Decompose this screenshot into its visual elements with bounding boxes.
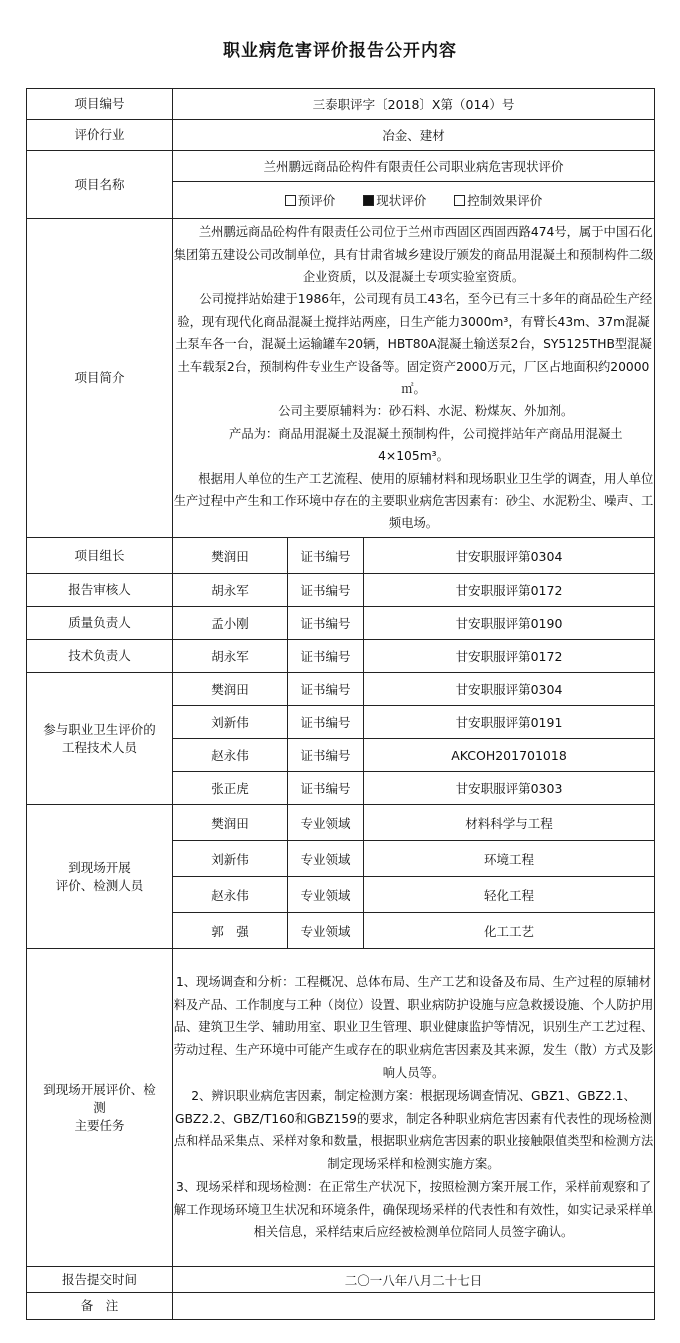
onsite-name: 赵永伟: [173, 877, 288, 913]
option-status-eval: 现状评价: [363, 193, 426, 208]
engineer-field: 证书编号: [288, 706, 364, 739]
table-row: [27, 805, 655, 841]
leader-name: 樊润田: [173, 538, 288, 574]
quality-name: 孟小刚: [173, 607, 288, 640]
project-no-value: 三泰职评字〔2018〕X第（014）号: [173, 89, 655, 120]
onsite-label: 到现场开展 评价、检测人员: [27, 805, 173, 949]
remark-label: 备 注: [27, 1293, 173, 1320]
option-control-eval: 控制效果评价: [454, 193, 542, 208]
disclosure-table: [26, 88, 655, 1320]
technical-field: 证书编号: [288, 640, 364, 673]
intro-text: [173, 219, 655, 538]
quality-label: 质量负责人: [27, 607, 173, 640]
row-remark: [27, 1293, 655, 1320]
row-project-no: [27, 89, 655, 120]
project-name-label: 项目名称: [27, 151, 173, 219]
onsite-specialty: 轻化工程: [364, 877, 655, 913]
engineer-name: 樊润田: [173, 673, 288, 706]
eval-type-options: [173, 182, 655, 219]
intro-paragraph: 兰州鹏远商品砼构件有限责任公司位于兰州市西固区西固西路474号，属于中国石化集团第五建设公司改制单位，具有甘肃省城乡建设厅颁发的商品用混凝土和预制构件二级企业资质，以及混凝土专项实验室资质。: [173, 225, 654, 284]
onsite-field: 专业领域: [288, 913, 364, 949]
engineer-cert: 甘安职服评第0191: [364, 706, 655, 739]
onsite-name: 郭 强: [173, 913, 288, 949]
row-intro: [27, 219, 655, 538]
row-submit: [27, 1267, 655, 1293]
engineer-cert: AKCOH201701018: [364, 739, 655, 772]
checkbox-empty-icon: [285, 195, 296, 206]
submit-value: 二〇一八年八月二十七日: [173, 1267, 655, 1293]
row-quality: [27, 607, 655, 640]
intro-paragraph: 根据用人单位的生产工艺流程、使用的原辅材料和现场职业卫生学的调查，用人单位生产过程中产生和工作环境中存在的主要职业病危害因素有：砂尘、水泥粉尘、噪声、工频电场。: [173, 471, 654, 531]
leader-cert: 甘安职服评第0304: [364, 538, 655, 574]
engineer-name: 刘新伟: [173, 706, 288, 739]
project-no-label: 项目编号: [27, 89, 173, 120]
engineers-label: 参与职业卫生评价的 工程技术人员: [27, 673, 173, 805]
onsite-name: 刘新伟: [173, 841, 288, 877]
leader-field: 证书编号: [288, 538, 364, 574]
onsite-specialty: 材料科学与工程: [364, 805, 655, 841]
leader-label: 项目组长: [27, 538, 173, 574]
engineer-name: 赵永伟: [173, 739, 288, 772]
quality-cert: 甘安职服评第0190: [364, 607, 655, 640]
engineer-cert: 甘安职服评第0303: [364, 772, 655, 805]
intro-label: 项目简介: [27, 219, 173, 538]
technical-label: 技术负责人: [27, 640, 173, 673]
row-tasks: [27, 949, 655, 1267]
engineer-field: 证书编号: [288, 772, 364, 805]
tasks-label: 到现场开展评价、检 测 主要任务: [27, 949, 173, 1267]
tasks-text: [173, 949, 655, 1267]
table-row: [27, 673, 655, 706]
page-title: 职业病危害评价报告公开内容: [223, 41, 457, 61]
submit-label: 报告提交时间: [27, 1267, 173, 1293]
reviewer-name: 胡永军: [173, 574, 288, 607]
onsite-specialty: 化工工艺: [364, 913, 655, 949]
row-project-name: [27, 151, 655, 182]
checkbox-checked-icon: [363, 195, 374, 206]
engineer-name: 张正虎: [173, 772, 288, 805]
reviewer-field: 证书编号: [288, 574, 364, 607]
project-name-value: 兰州鹏远商品砼构件有限责任公司职业病危害现状评价: [173, 151, 655, 182]
industry-label: 评价行业: [27, 120, 173, 151]
row-reviewer: [27, 574, 655, 607]
engineer-cert: 甘安职服评第0304: [364, 673, 655, 706]
remark-value: [173, 1293, 655, 1320]
row-leader: [27, 538, 655, 574]
onsite-field: 专业领域: [288, 841, 364, 877]
row-technical: [27, 640, 655, 673]
intro-paragraph: 公司主要原辅料为：砂石料、水泥、粉煤灰、外加剂。: [278, 404, 574, 419]
onsite-specialty: 环境工程: [364, 841, 655, 877]
engineer-field: 证书编号: [288, 673, 364, 706]
task-item: 2、辨识职业病危害因素，制定检测方案：根据现场调查情况、GBZ1、GBZ2.1、GBZ2.2、GBZ/T160和GBZ159的要求，制定各种职业病危害因素有代表性的现场检测点和样品采集点、采样对象和数量，根据职业病危害因素的职业接触限值类型和检测方法制定现场采样和检测实施方案。: [173, 1088, 654, 1172]
task-item: 3、现场采样和现场检测：在正常生产状况下，按照检测方案开展工作，采样前观察和了解工作现场环境卫生状况和环境条件，确保现场采样的代表性和有效性，如实记录采样单相关信息，采样结束后应经被检测单位陪同人员签字确认。: [173, 1179, 654, 1240]
intro-paragraph: 产品为：商品用混凝土及混凝土预制构件，公司搅拌站年产商品用混凝土4×105m³。: [229, 426, 623, 464]
option-pre-eval: 预评价: [285, 193, 336, 208]
row-industry: [27, 120, 655, 151]
checkbox-empty-icon: [454, 195, 465, 206]
intro-paragraph: 公司搅拌站始建于1986年，公司现有员工43名，至今已有三十多年的商品砼生产经验，现有现代化商品混凝土搅拌站两座，日生产能力3000m³，有臂长43m、37m混凝土泵车各一台，混凝土运输罐车20辆，HBT80A混凝土输送泵2台，SY5125THB型混凝土车载泵2台，预制构件专业生产设备等。固定资产2000万元，厂区占地面积约20000㎡。: [175, 292, 653, 396]
technical-name: 胡永军: [173, 640, 288, 673]
onsite-name: 樊润田: [173, 805, 288, 841]
industry-value: 冶金、建材: [173, 120, 655, 151]
onsite-field: 专业领域: [288, 877, 364, 913]
engineer-field: 证书编号: [288, 739, 364, 772]
onsite-field: 专业领域: [288, 805, 364, 841]
task-item: 1、现场调查和分析：工程概况、总体布局、生产工艺和设备及布局、生产过程的原辅材料及产品、工作制度与工种（岗位）设置、职业病防护设施与应急救援设施、个人防护用品、建筑卫生学、辅助用室、职业卫生管理、职业健康监护等情况，识别生产工艺过程、劳动过程、生产环境中可能产生或存在的职业病危害因素及其来源，发生（散）方式及影响人员等。: [173, 974, 654, 1080]
quality-field: 证书编号: [288, 607, 364, 640]
reviewer-label: 报告审核人: [27, 574, 173, 607]
reviewer-cert: 甘安职服评第0172: [364, 574, 655, 607]
technical-cert: 甘安职服评第0172: [364, 640, 655, 673]
